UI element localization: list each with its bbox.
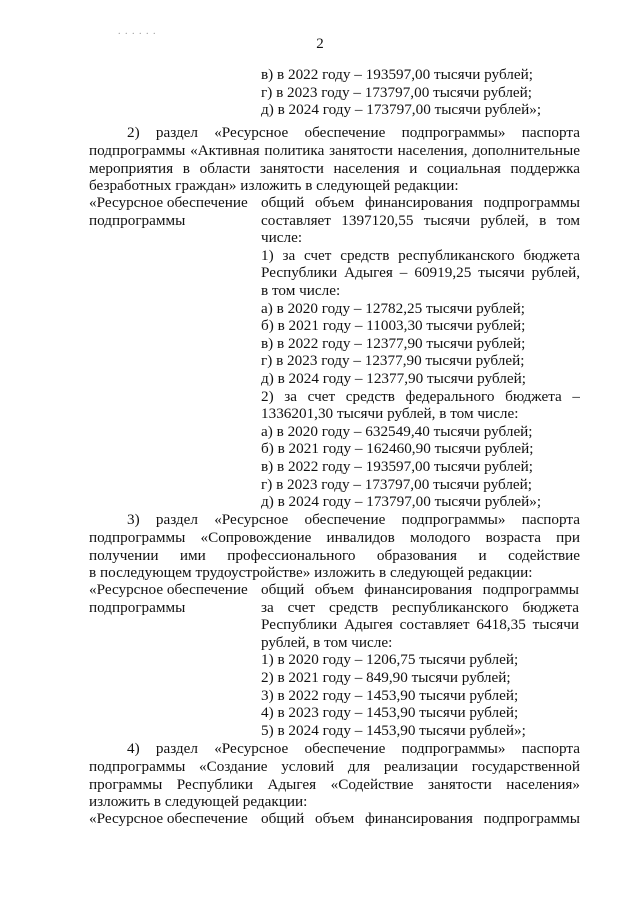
paragraph-line: получении ими профессионального образования и содействие	[89, 546, 580, 564]
list-item: 4) в 2023 году – 1453,90 тысячи рублей;	[261, 704, 519, 722]
funding-line: 2) за счет средств федерального бюджета –	[261, 387, 580, 405]
section3-funding	[261, 581, 579, 739]
section3-paragraph	[89, 529, 580, 582]
funding-line: Республики Адыгея – 60919,25 тысячи рублей,	[261, 264, 580, 282]
label-line: «Ресурсное обеспечение	[89, 194, 248, 211]
section2-heading	[127, 124, 580, 142]
funding-line: составляет 1397120,55 тысячи рублей, в том	[261, 211, 580, 229]
section4-funding	[261, 810, 580, 828]
list-item: д) в 2024 году – 173797,00 тысячи рублей»;	[261, 493, 542, 511]
paragraph-line: изложить в следующей редакции:	[89, 793, 308, 811]
section3-heading	[127, 511, 580, 529]
list-item: д) в 2024 году – 173797,00 тысячи рублей»;	[261, 101, 542, 119]
funding-line: в том числе:	[261, 281, 341, 299]
page-number: 2	[316, 36, 324, 52]
list-item: 2) в 2021 году – 849,90 тысячи рублей;	[261, 668, 511, 686]
label-line: подпрограммы	[89, 598, 186, 616]
section3-label	[89, 581, 257, 616]
paragraph-line: 4) раздел «Ресурсное обеспечение подпрограммы» паспорта	[127, 740, 580, 757]
funding-line: Республики Адыгея составляет 6418,35 тысячи	[261, 616, 579, 634]
label-line: «Ресурсное обеспечение	[89, 810, 248, 827]
list-item: а) в 2020 году – 632549,40 тысячи рублей;	[261, 422, 533, 440]
paragraph-line: подпрограммы «Создание условий для реализации государственной	[89, 758, 580, 775]
funding-line: 1) за счет средств республиканского бюджета	[261, 246, 580, 264]
list-item: б) в 2021 году – 162460,90 тысячи рублей;	[261, 440, 534, 458]
funding-line: общий объем финансирования подпрограммы	[261, 581, 579, 598]
list-item: в) в 2022 году – 193597,00 тысячи рублей;	[261, 457, 533, 475]
section2-paragraph	[89, 142, 580, 195]
list-item: 1) в 2020 году – 1206,75 тысячи рублей;	[261, 651, 519, 669]
paragraph-line: мероприятия в области занятости населения и социальная поддержка	[89, 159, 580, 177]
list-item: в) в 2022 году – 12377,90 тысячи рублей;	[261, 334, 526, 352]
section4-heading	[127, 740, 580, 758]
funding-line: общий объем финансирования подпрограммы	[261, 194, 580, 211]
list-item: а) в 2020 году – 12782,25 тысячи рублей;	[261, 299, 525, 317]
list-item: б) в 2021 году – 11003,30 тысячи рублей;	[261, 317, 526, 335]
label-line: подпрограммы	[89, 211, 186, 229]
paragraph-line: подпрограммы «Активная политика занятости населения, дополнительные	[89, 142, 580, 159]
list-item: 3) в 2022 году – 1453,90 тысячи рублей;	[261, 686, 519, 704]
list-item: в) в 2022 году – 193597,00 тысячи рублей;	[261, 66, 533, 83]
paragraph-line: подпрограммы «Сопровождение инвалидов молодого возраста при	[89, 529, 580, 546]
funding-line: за счет средств республиканского бюджета	[261, 598, 579, 616]
paragraph-line: в последующем трудоустройстве» изложить в следующей редакции:	[89, 564, 533, 582]
funding-line: рублей, в том числе:	[261, 633, 393, 651]
label-line: «Ресурсное обеспечение	[89, 581, 248, 598]
list-item: д) в 2024 году – 12377,90 тысячи рублей;	[261, 369, 526, 387]
list-item: г) в 2023 году – 173797,00 тысячи рублей;	[261, 475, 533, 493]
funding-line: числе:	[261, 229, 303, 247]
funding-line: 1336201,30 тысячи рублей, в том числе:	[261, 405, 519, 423]
paragraph-line: 3) раздел «Ресурсное обеспечение подпрограммы» паспорта	[127, 511, 580, 528]
list-item: г) в 2023 году – 173797,00 тысячи рублей;	[261, 83, 533, 101]
list-item: 5) в 2024 году – 1453,90 тысячи рублей»;	[261, 721, 526, 739]
funding-line: общий объем финансирования подпрограммы	[261, 810, 580, 827]
scan-artifact-dots: . . . . . .	[118, 26, 157, 37]
section4-label	[89, 810, 257, 828]
list-item: г) в 2023 году – 12377,90 тысячи рублей;	[261, 352, 525, 370]
paragraph-line: программы Республики Адыгея «Содействие занятости населения»	[89, 775, 580, 793]
paragraph-line: 2) раздел «Ресурсное обеспечение подпрограммы» паспорта	[127, 124, 580, 141]
section2-label	[89, 194, 257, 229]
paragraph-line: безработных граждан» изложить в следующей редакции:	[89, 177, 459, 195]
section2-funding	[261, 194, 580, 511]
intro-items	[261, 66, 581, 119]
section4-paragraph	[89, 758, 580, 811]
